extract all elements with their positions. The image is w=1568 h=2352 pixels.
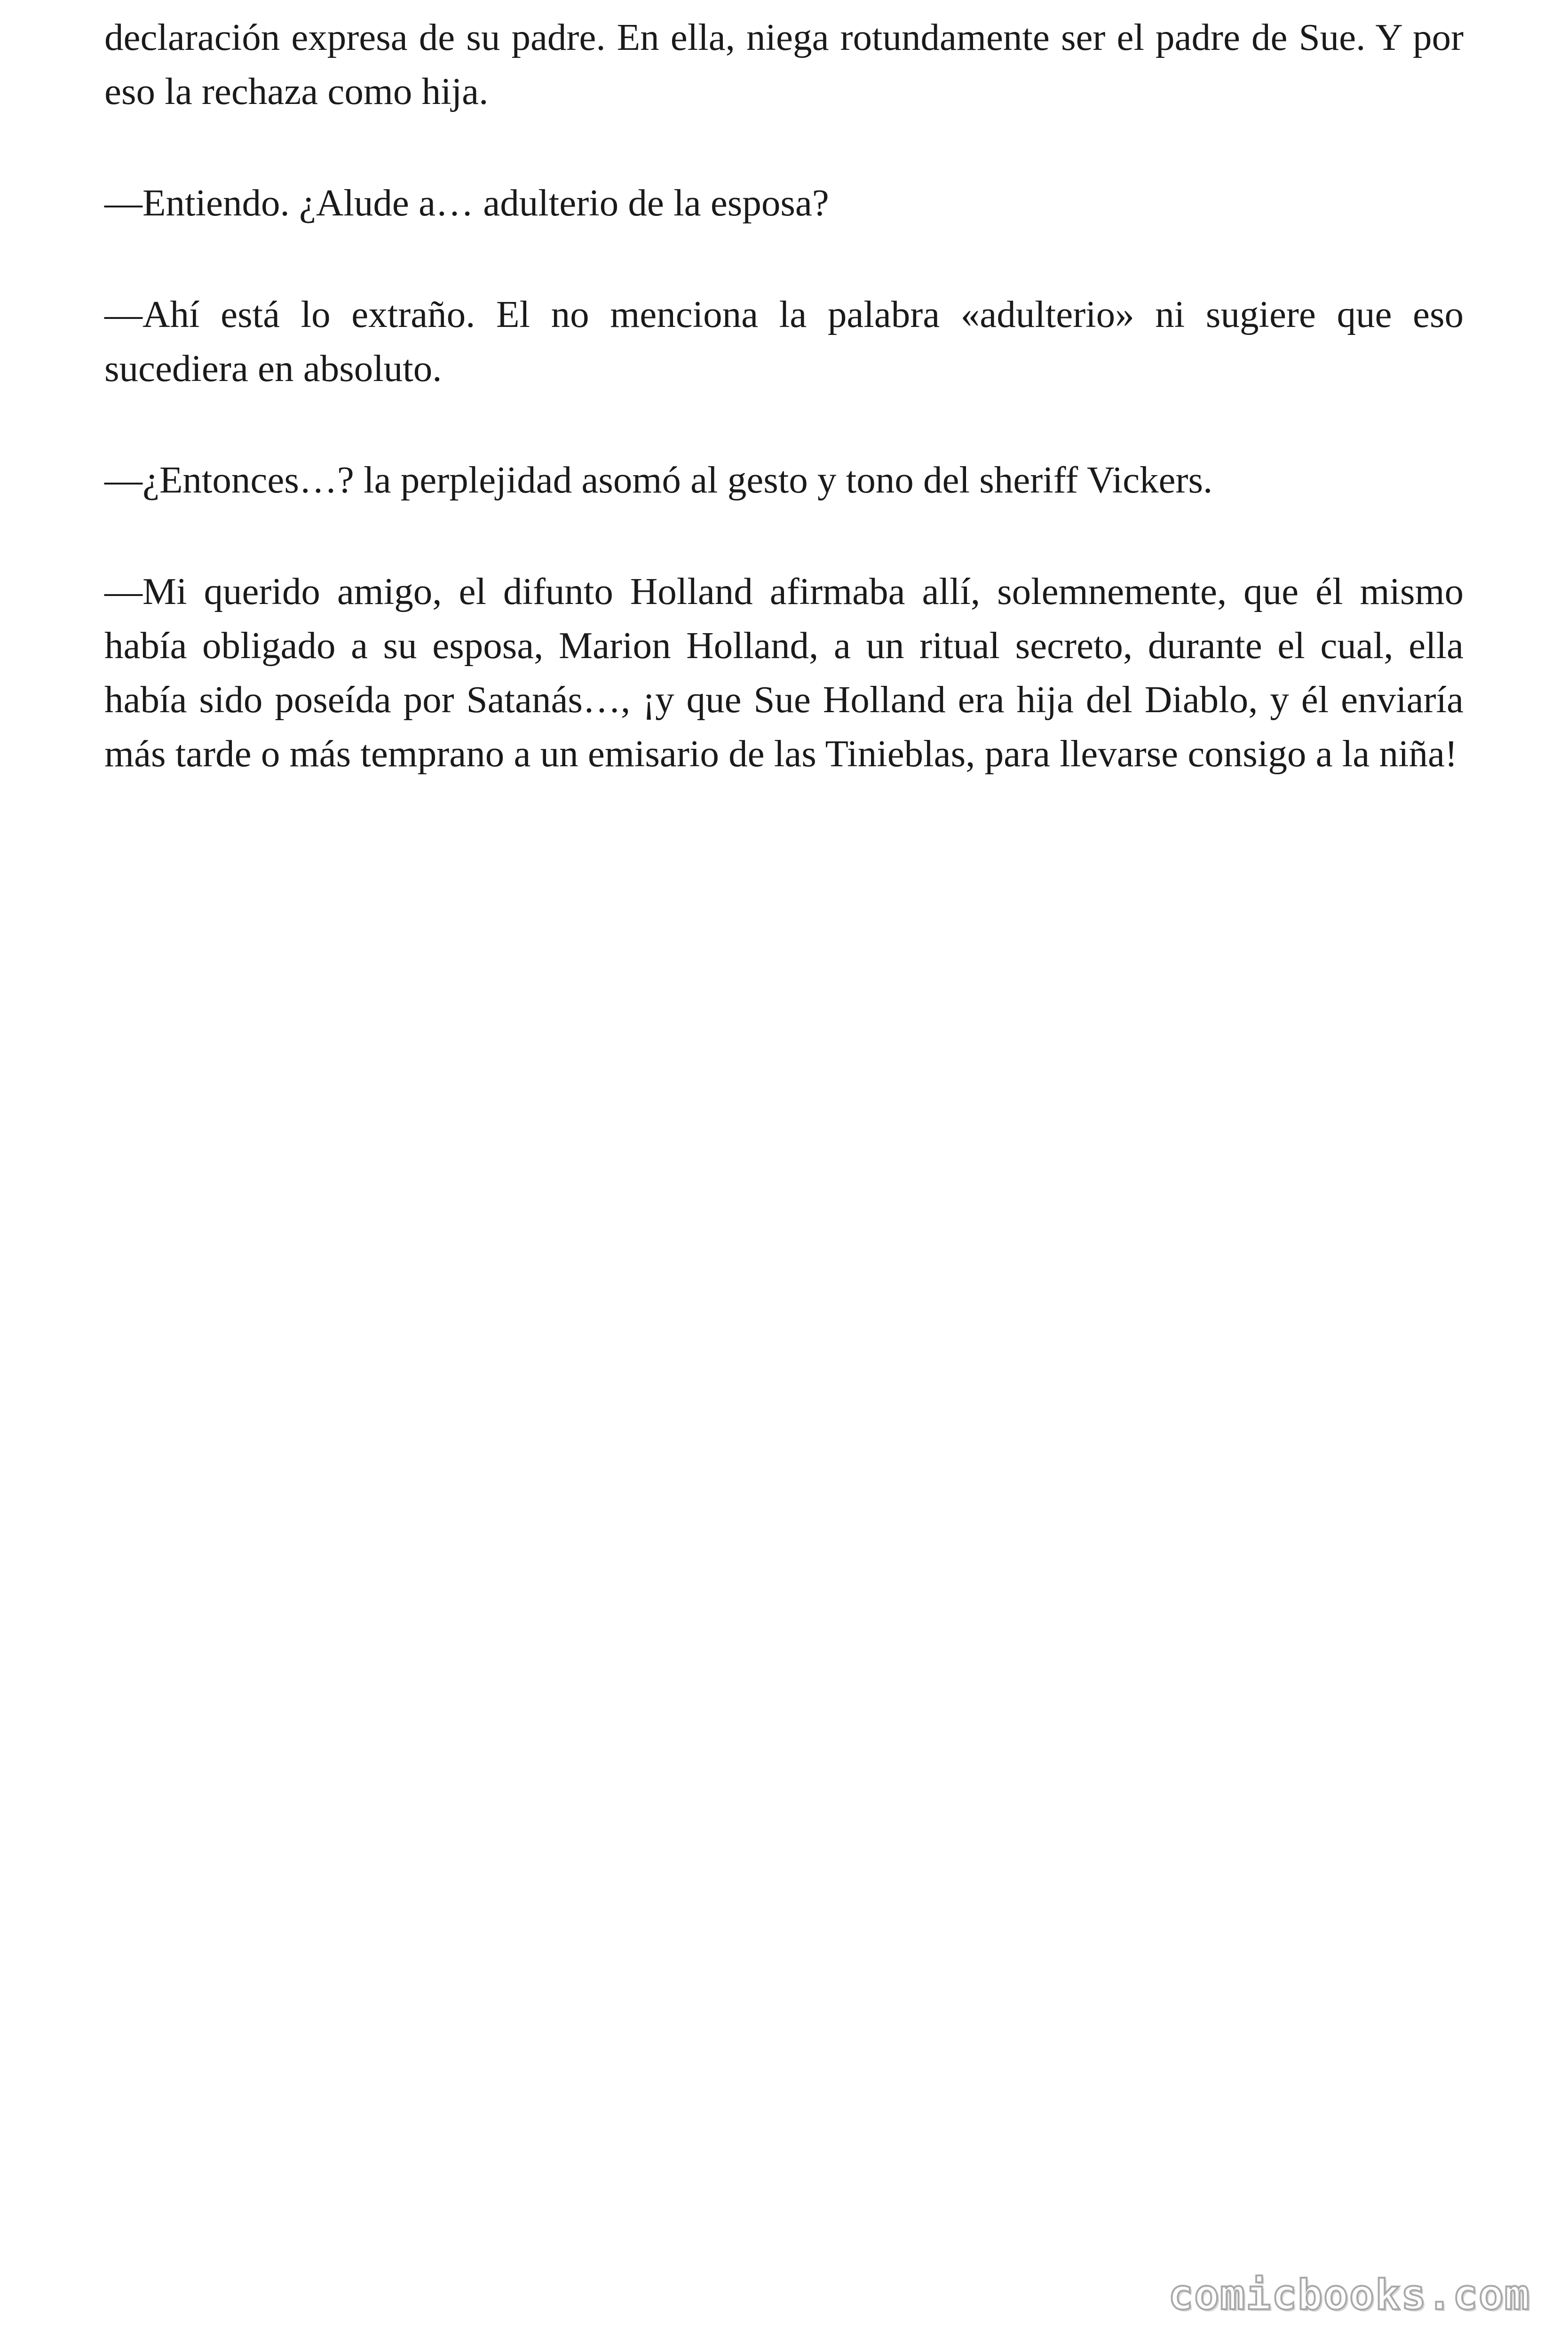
- paragraph-2: —Entiendo. ¿Alude a… adulterio de la esposa?: [104, 182, 829, 224]
- paragraph-1: declaración expresa de su padre. En ella, niega rotundamente ser el padre de Sue. Y por eso la rechaza como hija.: [104, 16, 1464, 112]
- paragraph-3: —Ahí está lo extraño. El no menciona la palabra «adulterio» ni sugiere que eso sucediera en absoluto.: [104, 293, 1464, 389]
- text-body: [104, 10, 1464, 838]
- paragraph-5: —Mi querido amigo, el difunto Holland afirmaba allí, solemnemente, que él mismo había obligado a su esposa, Marion Holland, a un ritual secreto, durante el cual, ella había sido poseída por Satanás…, ¡y que Sue Holland era hija del Diablo, y él enviaría más tarde o más temprano a un emisario de las Tinieblas, para llevarse consigo a la niña!: [104, 570, 1464, 775]
- paragraph-4: —¿Entonces…? la perplejidad asomó al gesto y tono del sheriff Vickers.: [104, 459, 1213, 501]
- watermark: comicbooks.com: [1168, 2271, 1530, 2319]
